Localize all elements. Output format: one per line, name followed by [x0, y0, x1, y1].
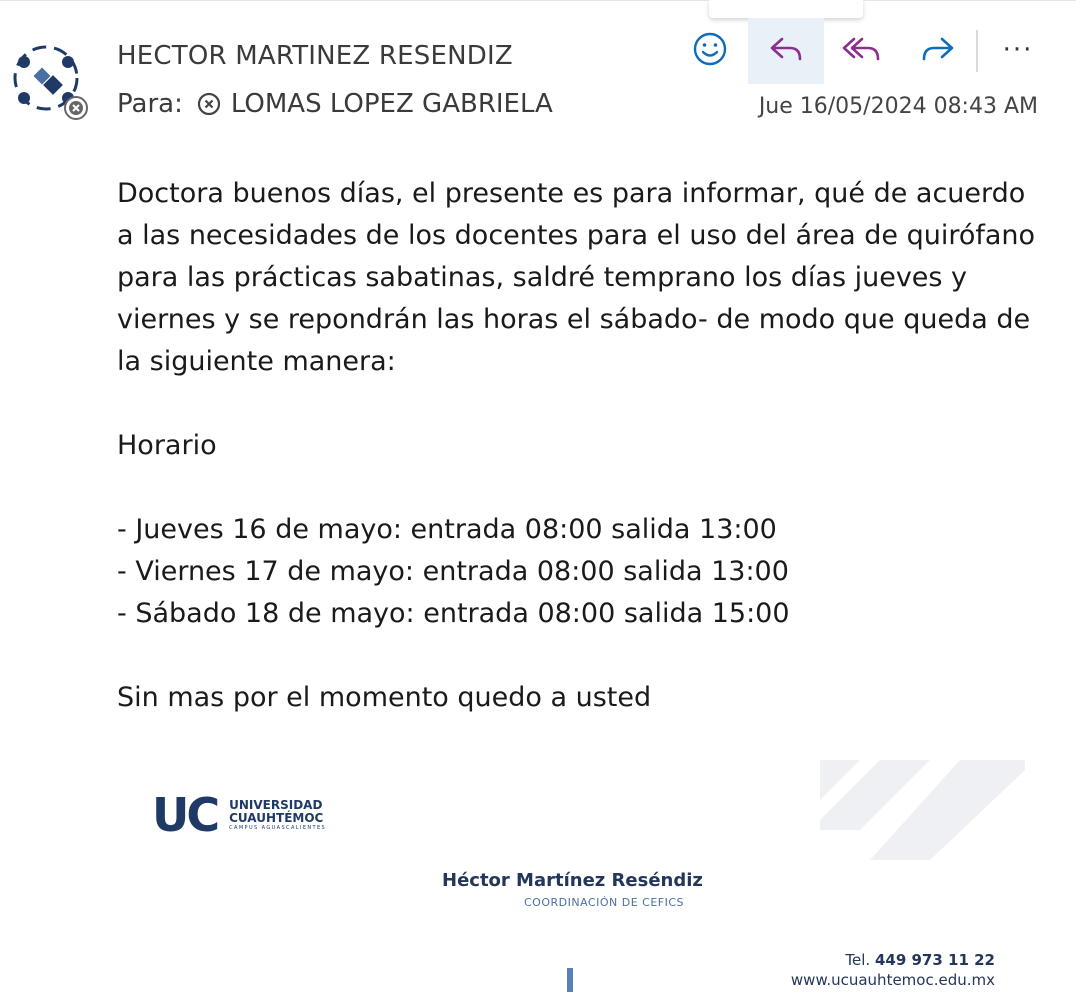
logo-line1: UNIVERSIDAD — [229, 797, 323, 812]
more-actions-button[interactable] — [996, 32, 1040, 68]
logo-line3: CAMPUS AGUASCALIENTES — [229, 824, 327, 831]
logo-wordmark — [229, 799, 326, 832]
logo-line2: CUAUHTÉMOC — [229, 810, 324, 825]
top-border — [0, 0, 1076, 1]
schedule-title: Horario — [117, 430, 217, 461]
forward-button[interactable] — [900, 18, 976, 84]
message-date: Jue 16/05/2024 08:43 AM — [758, 94, 1038, 119]
message-paragraph: Doctora buenos días, el presente es para informar, qué de acuerdo a las necesidades de los docentes para el uso del área de quirófano para las prácticas sabatinas, saldré temprano los días jueves y viernes y se repondrán las horas el sábado- de modo que queda de la siguiente manera: — [117, 178, 1036, 377]
schedule-item: - Jueves 16 de mayo: entrada 08:00 salida 13:00 — [117, 514, 777, 545]
smiley-icon — [692, 31, 728, 71]
signature-decoration — [820, 760, 1030, 860]
university-logo — [152, 788, 327, 842]
logo-mark: UC — [152, 788, 218, 842]
phone-label: Tel. — [845, 951, 871, 969]
presence-offline-icon — [64, 96, 88, 120]
schedule-item: - Viernes 17 de mayo: entrada 08:00 salida 13:00 — [117, 556, 789, 587]
signature-website[interactable]: www.ucuauhtemoc.edu.mx — [790, 971, 995, 989]
signature-role: COORDINACIÓN DE CEFICS — [524, 896, 685, 909]
recipient-row — [117, 89, 553, 119]
schedule-item: - Sábado 18 de mayo: entrada 08:00 salida 15:00 — [117, 598, 790, 629]
recipient-status-icon — [197, 92, 221, 116]
signature-bar — [567, 968, 573, 992]
forward-icon — [918, 31, 958, 71]
phone-number: 449 973 11 22 — [874, 951, 995, 969]
reply-button[interactable] — [748, 18, 824, 84]
signature-phone — [845, 951, 995, 969]
more-icon: ··· — [1002, 35, 1034, 65]
signature-name: Héctor Martínez Reséndiz — [442, 870, 703, 891]
message-body — [117, 173, 1037, 719]
reply-icon — [766, 31, 806, 71]
toolbar-divider — [976, 30, 978, 72]
to-label: Para: — [117, 89, 183, 119]
reaction-button[interactable] — [672, 18, 748, 84]
sender-name[interactable]: HECTOR MARTINEZ RESENDIZ — [117, 41, 513, 71]
recipient-name[interactable]: LOMAS LOPEZ GABRIELA — [230, 89, 553, 119]
closing-line: Sin mas por el momento quedo a usted — [117, 682, 652, 713]
reply-all-icon — [840, 31, 884, 71]
reply-all-button[interactable] — [824, 18, 900, 84]
